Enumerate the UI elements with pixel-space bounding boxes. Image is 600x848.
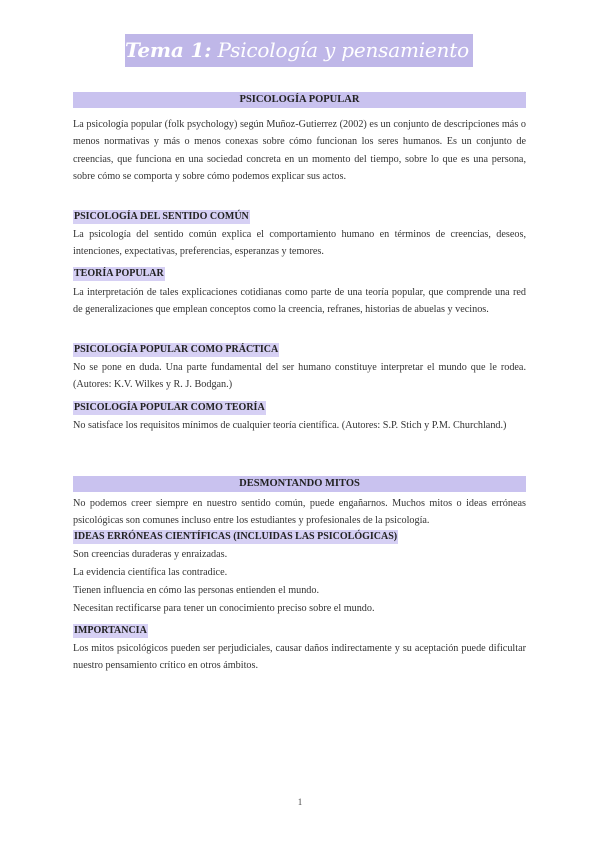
list-item: Tienen influencia en cómo las personas entienden el mundo. bbox=[73, 585, 320, 596]
page-title bbox=[125, 38, 567, 62]
title-banner bbox=[125, 34, 567, 67]
subheading-ideas-erroneas: IDEAS ERRÓNEAS CIENTÍFICAS (INCLUIDAS LAS PSICOLÓGICAS) bbox=[74, 531, 398, 542]
mitos-intro: No podemos creer siempre en nuestro sentido común, puede engañarnos. Muchos mitos o ideas erróneas psicológicas son comunes incluso entre los estudiantes y profesionales de la psicología. bbox=[73, 498, 526, 527]
subheading-como-practica: PSICOLOGÍA POPULAR COMO PRÁCTICA bbox=[74, 344, 279, 355]
list-item: Son creencias duraderas y enraizadas. bbox=[73, 549, 228, 560]
popular-intro: La psicología popular (folk psychology) según Muñoz-Gutierrez (2002) es un conjunto de descripciones más o menos normativas y más o menos conexas sobre cómo funcionan los seres humanos. Es un conjunto de creencias, que funciona en una sociedad concreta en un momento del tiempo, sobre lo que es una persona, sobre cómo se comporta y sobre cómo podemos explicar sus actos. bbox=[73, 119, 526, 183]
list-item: Necesitan rectificarse para tener un conocimiento preciso sobre el mundo. bbox=[73, 603, 375, 614]
section-heading-mitos: DESMONTANDO MITOS bbox=[73, 476, 526, 492]
title-prefix: Tema 1: bbox=[125, 38, 212, 62]
como-teoria-text: No satisface los requisitos mínimos de cualquier teoría científica. (Autores: S.P. Stich y P.M. Churchland.) bbox=[73, 420, 507, 431]
subheading-sentido-comun: PSICOLOGÍA DEL SENTIDO COMÚN bbox=[74, 211, 249, 222]
subheading-como-teoria: PSICOLOGÍA POPULAR COMO TEORÍA bbox=[74, 402, 265, 413]
page-number: 1 bbox=[297, 797, 303, 807]
sentido-comun-text: La psicología del sentido común explica el comportamiento humano en términos de creencias, deseos, intenciones, expectativas, preferencias, esperanzas y temores. bbox=[73, 229, 526, 258]
section-heading-popular: PSICOLOGÍA POPULAR bbox=[73, 92, 526, 108]
como-practica-text: No se pone en duda. Una parte fundamental del ser humano constituye interpretar el mundo que le rodea. (Autores: K.V. Wilkes y R. J. Bodgan.) bbox=[73, 362, 526, 391]
subheading-teoria-popular: TEORÍA POPULAR bbox=[74, 268, 164, 279]
title-text: Psicología y pensamiento científico bbox=[211, 38, 567, 62]
subheading-importancia: IMPORTANCIA bbox=[74, 625, 147, 636]
list-item: La evidencia científica las contradice. bbox=[73, 567, 228, 578]
teoria-popular-text: La interpretación de tales explicaciones cotidianas como parte de una teoría popular, que comprende una red de generalizaciones que emplean conceptos como la creencia, refranes, historias de abuelas y vecinos. bbox=[73, 287, 526, 316]
importancia-text: Los mitos psicológicos pueden ser perjudiciales, causar daños indirectamente y su aceptación puede dificultar nuestro pensamiento crítico en otros ámbitos. bbox=[73, 643, 526, 672]
